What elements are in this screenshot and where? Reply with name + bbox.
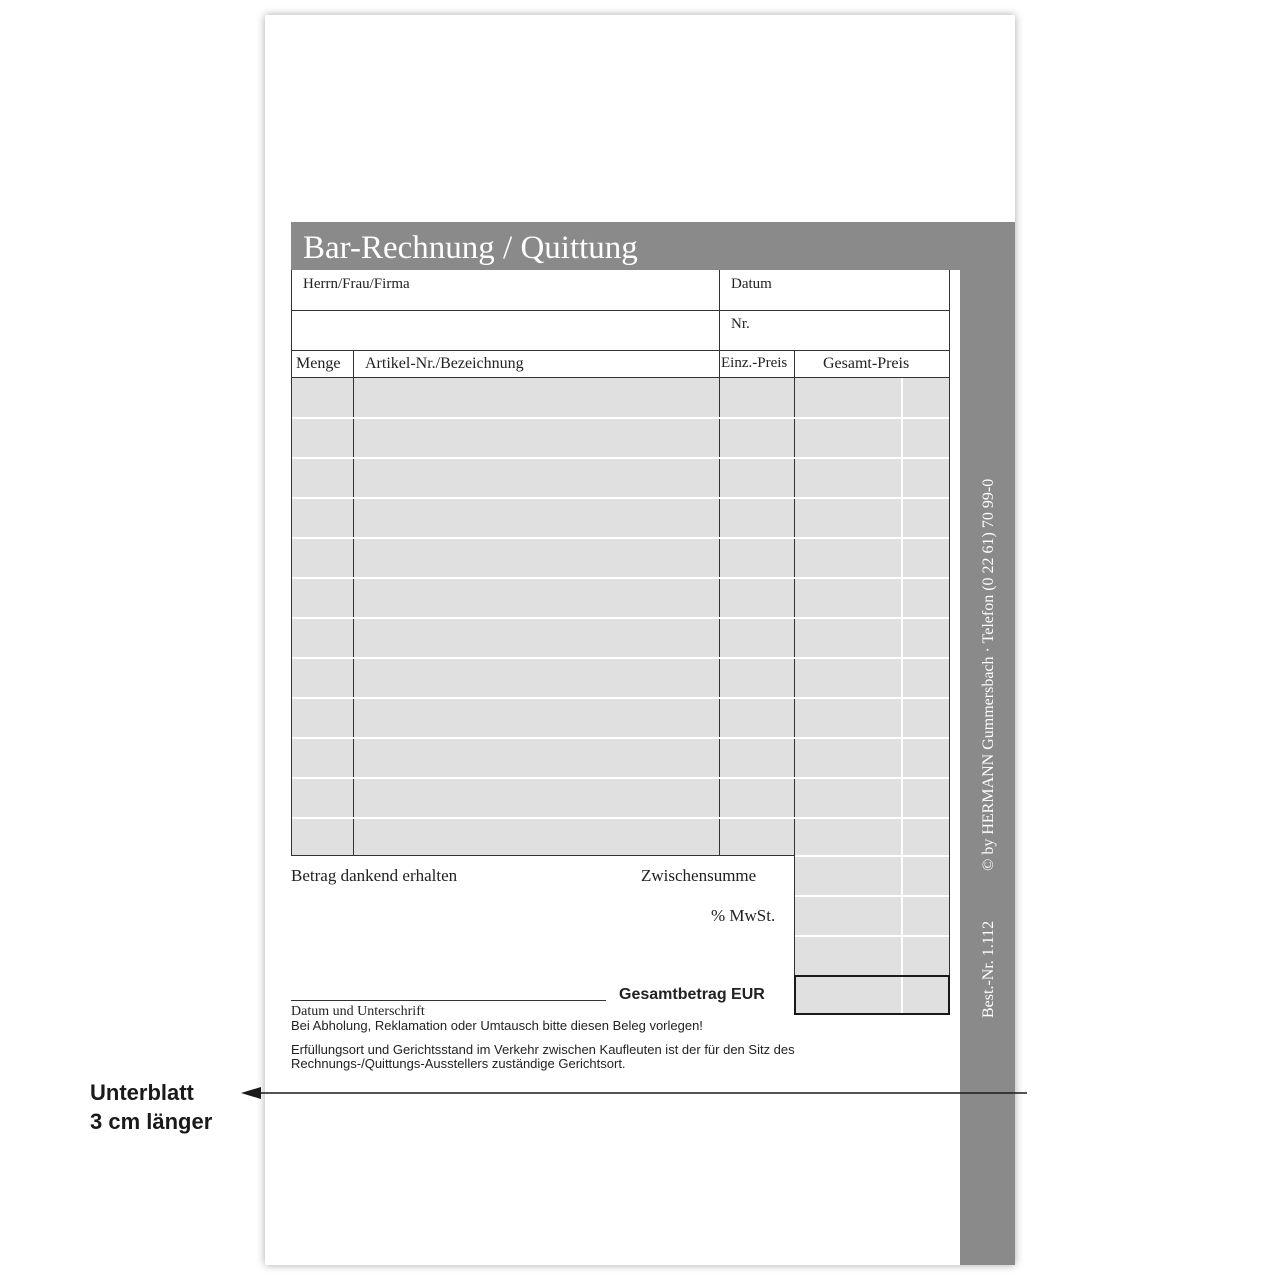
- form-title: Bar-Rechnung / Quittung: [303, 230, 638, 266]
- number-field-label: Nr.: [731, 316, 750, 332]
- col-artikel: Artikel-Nr./Bezeichnung: [365, 355, 524, 372]
- arrow-left-icon: [241, 1087, 261, 1099]
- signature-label: Datum und Unterschrift: [291, 1004, 425, 1019]
- total-label: Gesamtbetrag EUR: [619, 986, 765, 1003]
- col-gesamtpreis: Gesamt-Preis: [823, 355, 910, 372]
- customer-field-label: Herrn/Frau/Firma: [303, 276, 410, 292]
- callout-label: [90, 1078, 212, 1136]
- received-label: Betrag dankend erhalten: [291, 866, 458, 885]
- order-number: Best.-Nr. 1.112: [980, 920, 997, 1018]
- vat-label: % MwSt.: [711, 906, 776, 925]
- callout-line-1: Unterblatt: [90, 1080, 194, 1105]
- col-menge: Menge: [296, 355, 341, 372]
- copyright: © by HERMANN Gummersbach · Telefon (0 22 61) 70 99-0: [980, 478, 997, 871]
- subtotal-label: Zwischensumme: [641, 866, 757, 885]
- note-pickup: Bei Abholung, Reklamation oder Umtausch bitte diesen Beleg vorlegen!: [291, 1018, 703, 1033]
- date-field-label: Datum: [731, 276, 772, 292]
- note-jurisdiction-1: Erfüllungsort und Gerichtsstand im Verkehr zwischen Kaufleuten ist der für den Sitz des: [291, 1042, 795, 1057]
- col-einzelpreis: Einz.-Preis: [721, 355, 788, 371]
- note-jurisdiction-2: Rechnungs-/Quittungs-Ausstellers zuständige Gerichtsort.: [291, 1056, 626, 1071]
- callout-line-2: 3 cm länger: [90, 1109, 213, 1134]
